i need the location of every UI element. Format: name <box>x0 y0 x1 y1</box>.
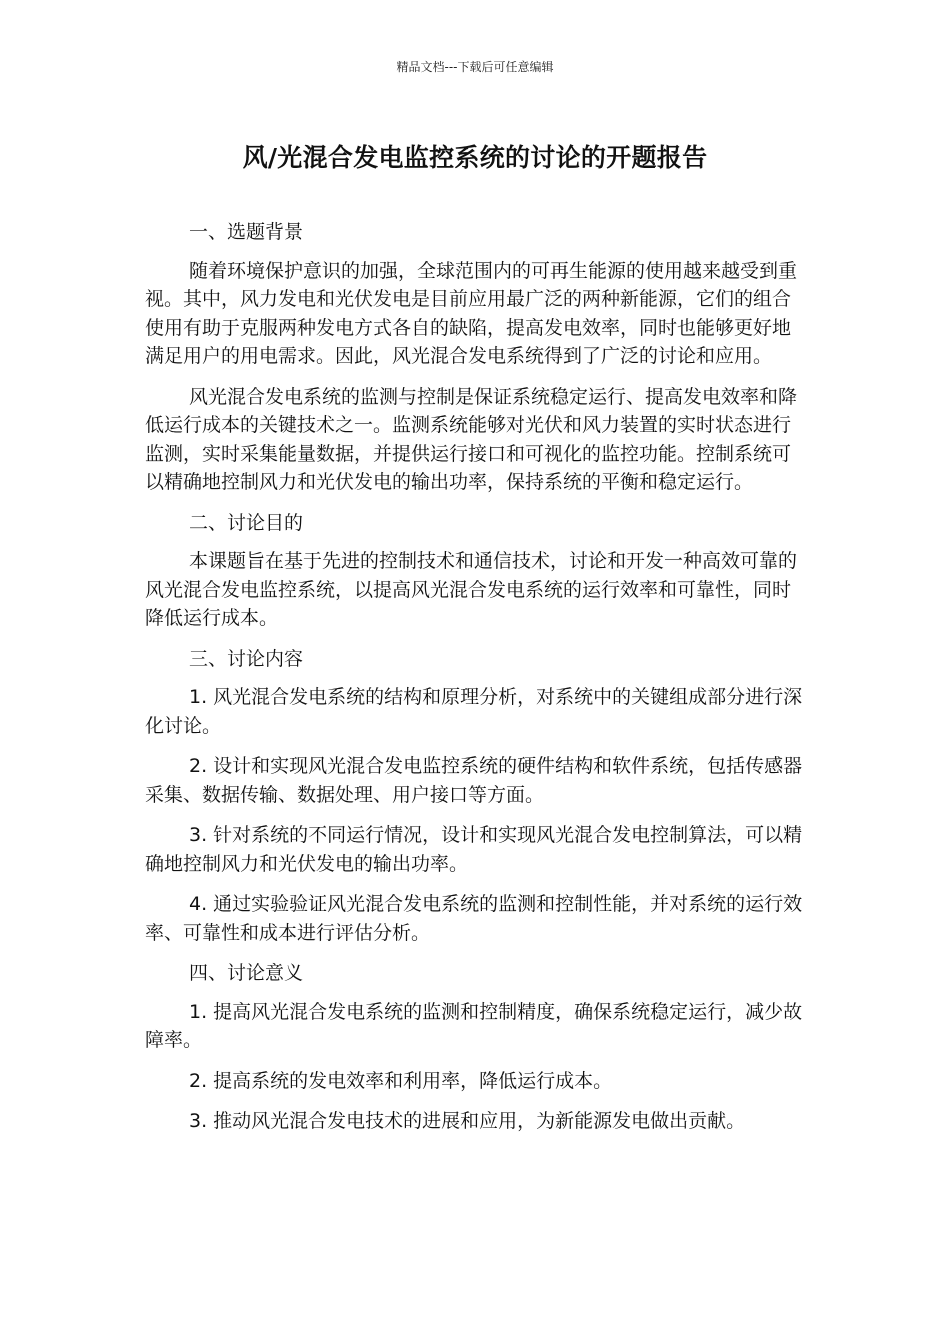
document-title: 风/光混合发电监控系统的讨论的开题报告 <box>242 143 708 172</box>
list-item: 4. 通过实验验证风光混合发电系统的监测和控制性能，并对系统的运行效率、可靠性和成本进行评估分析。 <box>145 893 803 944</box>
list-item: 1. 提高风光混合发电系统的监测和控制精度，确保系统稳定运行，减少故障率。 <box>145 1000 803 1051</box>
section-heading: 一、选题背景 <box>189 221 304 243</box>
list-item: 1. 风光混合发电系统的结构和原理分析，对系统中的关键组成部分进行深化讨论。 <box>145 686 803 737</box>
document-body <box>145 218 805 1148</box>
section-heading: 四、讨论意义 <box>189 962 304 984</box>
section-significance <box>145 959 805 1136</box>
list-item: 3. 推动风光混合发电技术的进展和应用，为新能源发电做出贡献。 <box>189 1110 746 1132</box>
section-content <box>145 645 805 948</box>
list-item: 3. 针对系统的不同运行情况，设计和实现风光混合发电控制算法，可以精确地控制风力和光伏发电的输出功率。 <box>145 824 803 875</box>
page-header-note: 精品文档---下载后可任意编辑 <box>396 60 554 74</box>
list-item: 2. 提高系统的发电效率和利用率，降低运行成本。 <box>189 1069 613 1092</box>
paragraph: 风光混合发电系统的监测与控制是保证系统稳定运行、提高发电效率和降低运行成本的关键技术之一。监测系统能够对光伏和风力装置的实时状态进行监测，实时采集能量数据，并提供运行接口和可视化的监控功能。控制系统可以精确地控制风力和光伏发电的输出功率，保持系统的平衡和稳定运行。 <box>145 385 798 493</box>
section-heading: 三、讨论内容 <box>189 647 304 670</box>
paragraph: 本课题旨在基于先进的控制技术和通信技术，讨论和开发一种高效可靠的风光混合发电监控系统，以提高风光混合发电系统的运行效率和可靠性，同时降低运行成本。 <box>145 550 798 629</box>
paragraph: 随着环境保护意识的加强，全球范围内的可再生能源的使用越来越受到重视。其中，风力发电和光伏发电是目前应用最广泛的两种新能源，它们的组合使用有助于克服两种发电方式各自的缺陷，提高发电效率，同时也能够更好地满足用户的用电需求。因此，风光混合发电系统得到了广泛的讨论和应用。 <box>145 259 798 367</box>
section-heading: 二、讨论目的 <box>189 511 304 534</box>
section-background <box>145 218 805 497</box>
list-item: 2. 设计和实现风光混合发电监控系统的硬件结构和软件系统，包括传感器采集、数据传输、数据处理、用户接口等方面。 <box>145 755 803 806</box>
section-purpose <box>145 509 805 633</box>
